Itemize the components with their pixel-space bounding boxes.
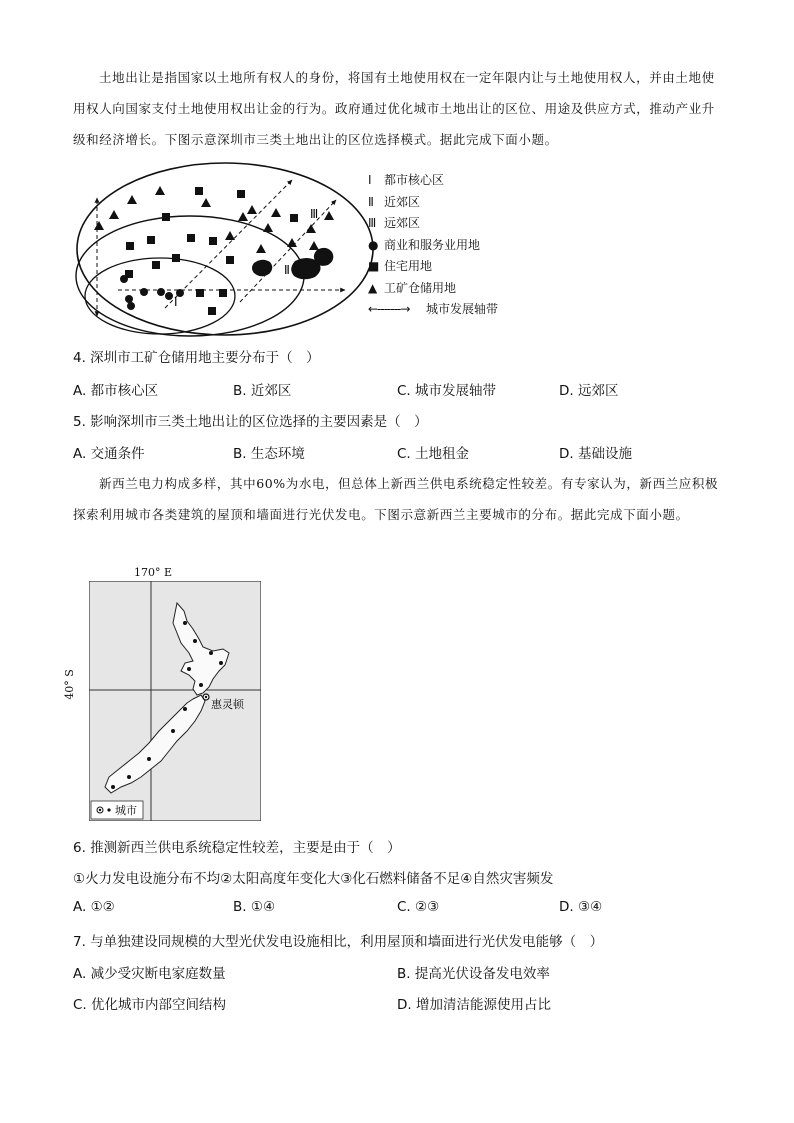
q7-option-a[interactable]: A. 减少受灾断电家庭数量 [73, 966, 226, 982]
passage-new-zealand: 新西兰电力构成多样，其中60%为水电，但总体上新西兰供电系统稳定性较差。有专家认为，新西兰应积极探索利用城市各类建筑的屋顶和墙面进行光伏发电。下图示意新西兰主要城市的分布。据此完成下面小题。 [73, 476, 719, 522]
question-7-stem: 7. 与单独建设同规模的大型光伏发电设施相比，利用屋顶和墙面进行光伏发电能够（ ） [73, 934, 604, 950]
zone-inner-ellipse [85, 258, 235, 334]
q5-option-b[interactable]: B. 生态环境 [233, 446, 305, 462]
q7-option-c[interactable]: C. 优化城市内部空间结构 [73, 997, 227, 1013]
axis-diagonal [165, 180, 292, 308]
new-zealand-map-figure [62, 566, 272, 824]
q7-option-b[interactable]: B. 提高光伏设备发电效率 [397, 966, 550, 982]
zone-outer-ellipse [77, 163, 373, 335]
q5-option-d[interactable]: D. 基础设施 [559, 446, 632, 462]
q6-option-b[interactable]: B. ①④ [233, 899, 276, 915]
triangle-icon: ▲ [368, 280, 378, 295]
map-legend-label: 城市 [115, 804, 137, 817]
zone-label-2: Ⅱ [284, 263, 290, 277]
dashed-double-arrow-icon: ←-------→ [368, 302, 410, 316]
zone-label-1: Ⅰ [174, 295, 178, 309]
zone-label-3: Ⅲ [310, 207, 319, 221]
new-zealand-map [89, 581, 261, 821]
circle-icon: ● [368, 237, 379, 252]
q6-option-a[interactable]: A. ①② [73, 899, 115, 915]
q4-option-c[interactable]: C. 城市发展轴带 [397, 383, 497, 399]
question-6-stem: 6. 推测新西兰供电系统稳定性较差，主要是由于（ ） [73, 840, 401, 856]
question-5-stem: 5. 影响深圳市三类土地出让的区位选择的主要因素是（ ） [73, 414, 428, 430]
question-6-statements: ①火力发电设施分布不均②太阳高度年变化大③化石燃料储备不足④自然灾害频发 [73, 871, 554, 887]
q7-option-d[interactable]: D. 增加清洁能源使用占比 [397, 997, 551, 1013]
square-icon: ■ [368, 259, 380, 273]
wellington-label: 惠灵顿 [211, 698, 244, 711]
q6-option-d[interactable]: D. ③④ [559, 899, 603, 915]
q4-option-a[interactable]: A. 都市核心区 [73, 383, 159, 399]
legend-residential: ■ 住宅用地 [368, 256, 538, 278]
legend-zone-3: Ⅲ 远郊区 [368, 216, 421, 230]
q4-option-b[interactable]: B. 近郊区 [233, 383, 292, 399]
residential-land-markers [125, 187, 298, 315]
legend-industrial: ▲ 工矿仓储用地 [368, 278, 538, 300]
legend-axis: ←-------→ 城市发展轴带 [368, 299, 538, 321]
legend-zone-1: Ⅰ 都市核心区 [368, 173, 445, 187]
legend-zone-2: Ⅱ 近郊区 [368, 194, 421, 209]
q5-option-a[interactable]: A. 交通条件 [73, 446, 145, 462]
q6-option-c[interactable]: C. ②③ [397, 899, 440, 915]
latitude-label: 40° S [62, 669, 76, 700]
q4-option-d[interactable]: D. 远郊区 [559, 383, 619, 399]
diagram-legend [368, 170, 538, 321]
legend-commercial: ● 商业和服务业用地 [368, 235, 538, 257]
longitude-label: 170° E [134, 566, 173, 579]
q5-option-c[interactable]: C. 土地租金 [397, 446, 470, 462]
passage-shenzhen: 土地出让是指国家以土地所有权人的身份，将国有土地使用权在一定年限内让与土地使用权人，并由土地使用权人向国家支付土地使用权出让金的行为。政府通过优化城市土地出让的区位、用途及供应方式，推动产业升级和经济增长。下图示意深圳市三类土地出让的区位选择模式。据此完成下面小题。 [73, 70, 715, 147]
question-4-stem: 4. 深圳市工矿仓储用地主要分布于（ ） [73, 350, 320, 366]
